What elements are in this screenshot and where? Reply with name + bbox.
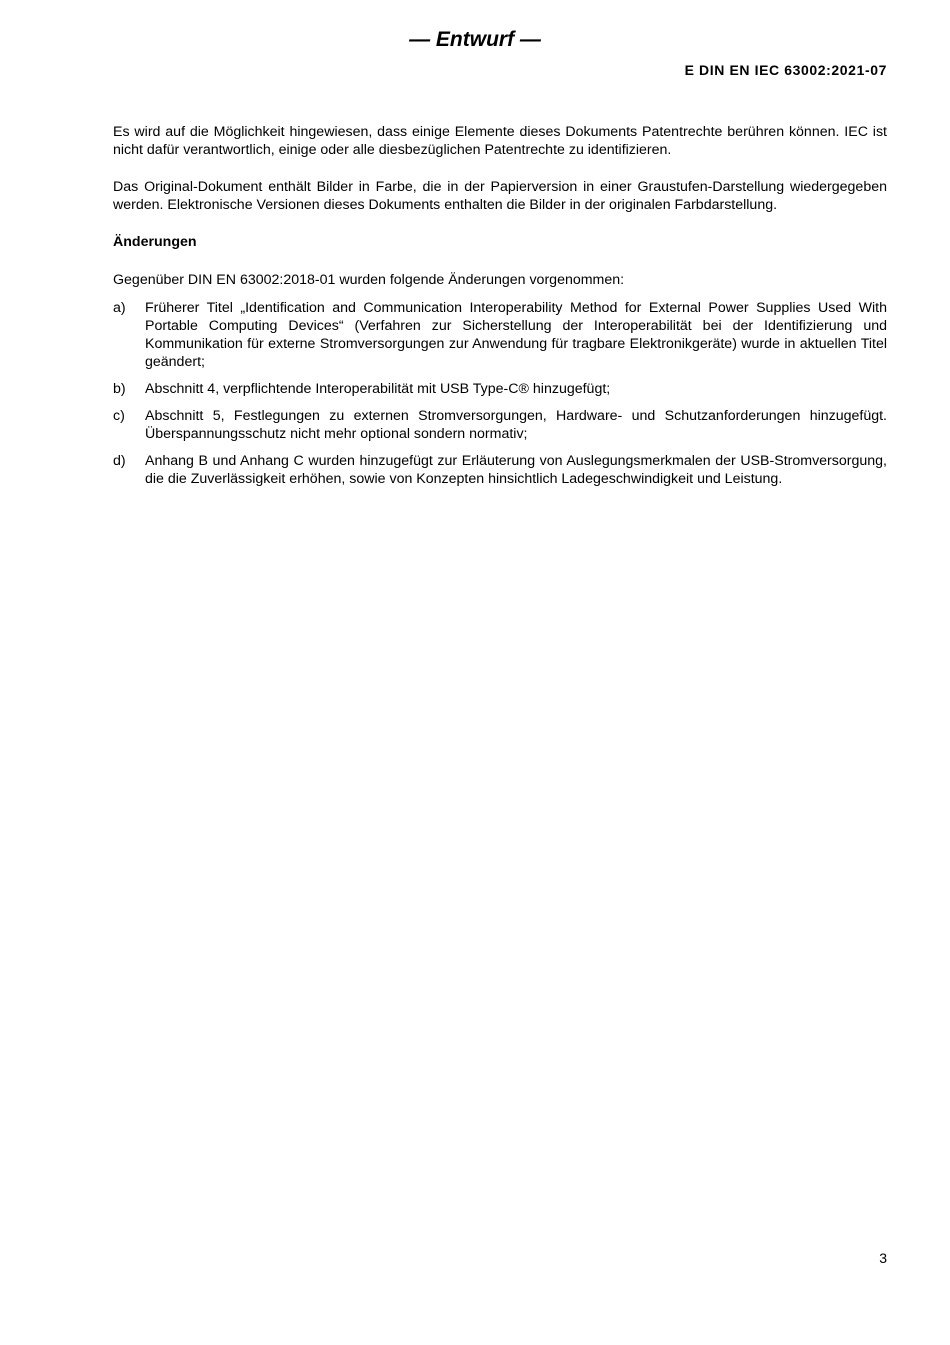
list-marker: d) bbox=[113, 453, 126, 469]
document-body bbox=[113, 123, 887, 497]
document-identifier: E DIN EN IEC 63002:2021-07 bbox=[684, 62, 887, 78]
list-item-text: Früherer Titel „Identification and Communication Interoperability Method for External Power Supplies Used With Portable Computing Devices“ (Verfahren zur Sicherstellung der Interoperabilität bei der Identifizierung und Kommunikation für externe Stromversorgungen zur Anwendung für tragbare Elektronikgeräte) wurde in aktuellen Titel geändert; bbox=[145, 300, 887, 370]
list-item bbox=[113, 452, 887, 488]
page-number: 3 bbox=[879, 1250, 887, 1266]
list-marker: b) bbox=[113, 381, 126, 397]
list-item bbox=[113, 380, 887, 398]
colour-notice-paragraph: Das Original-Dokument enthält Bilder in Farbe, die in der Papierversion in einer Graustufen-Darstellung wiedergegeben werden. Elektronische Versionen dieses Dokuments enthalten die Bilder in der originalen Farbdarstellung. bbox=[113, 179, 887, 213]
list-item-text: Anhang B und Anhang C wurden hinzugefügt zur Erläuterung von Auslegungsmerkmalen der USB-Stromversorgung, die die Zuverlässigkeit erhöhen, sowie von Konzepten hinsichtlich Ladegeschwindigkeit und Leistung. bbox=[145, 453, 887, 487]
list-item-text: Abschnitt 4, verpflichtende Interoperabilität mit USB Type-C® hinzugefügt; bbox=[145, 381, 611, 397]
list-item-text: Abschnitt 5, Festlegungen zu externen Stromversorgungen, Hardware- und Schutzanforderungen hinzugefügt. Überspannungsschutz nicht mehr optional sondern normativ; bbox=[145, 408, 887, 442]
list-item bbox=[113, 407, 887, 443]
list-item bbox=[113, 299, 887, 371]
changes-list bbox=[113, 299, 887, 488]
changes-intro: Gegenüber DIN EN 63002:2018-01 wurden folgende Änderungen vorgenommen: bbox=[113, 272, 625, 288]
list-marker: a) bbox=[113, 300, 126, 316]
patent-notice-paragraph: Es wird auf die Möglichkeit hingewiesen, dass einige Elemente dieses Dokuments Patentrechte berühren können. IEC ist nicht dafür verantwortlich, einige oder alle diesbezüglichen Patentrechte zu identifizieren. bbox=[113, 124, 887, 158]
changes-heading: Änderungen bbox=[113, 234, 197, 250]
list-marker: c) bbox=[113, 408, 125, 424]
draft-watermark-title: — Entwurf — bbox=[409, 28, 541, 51]
